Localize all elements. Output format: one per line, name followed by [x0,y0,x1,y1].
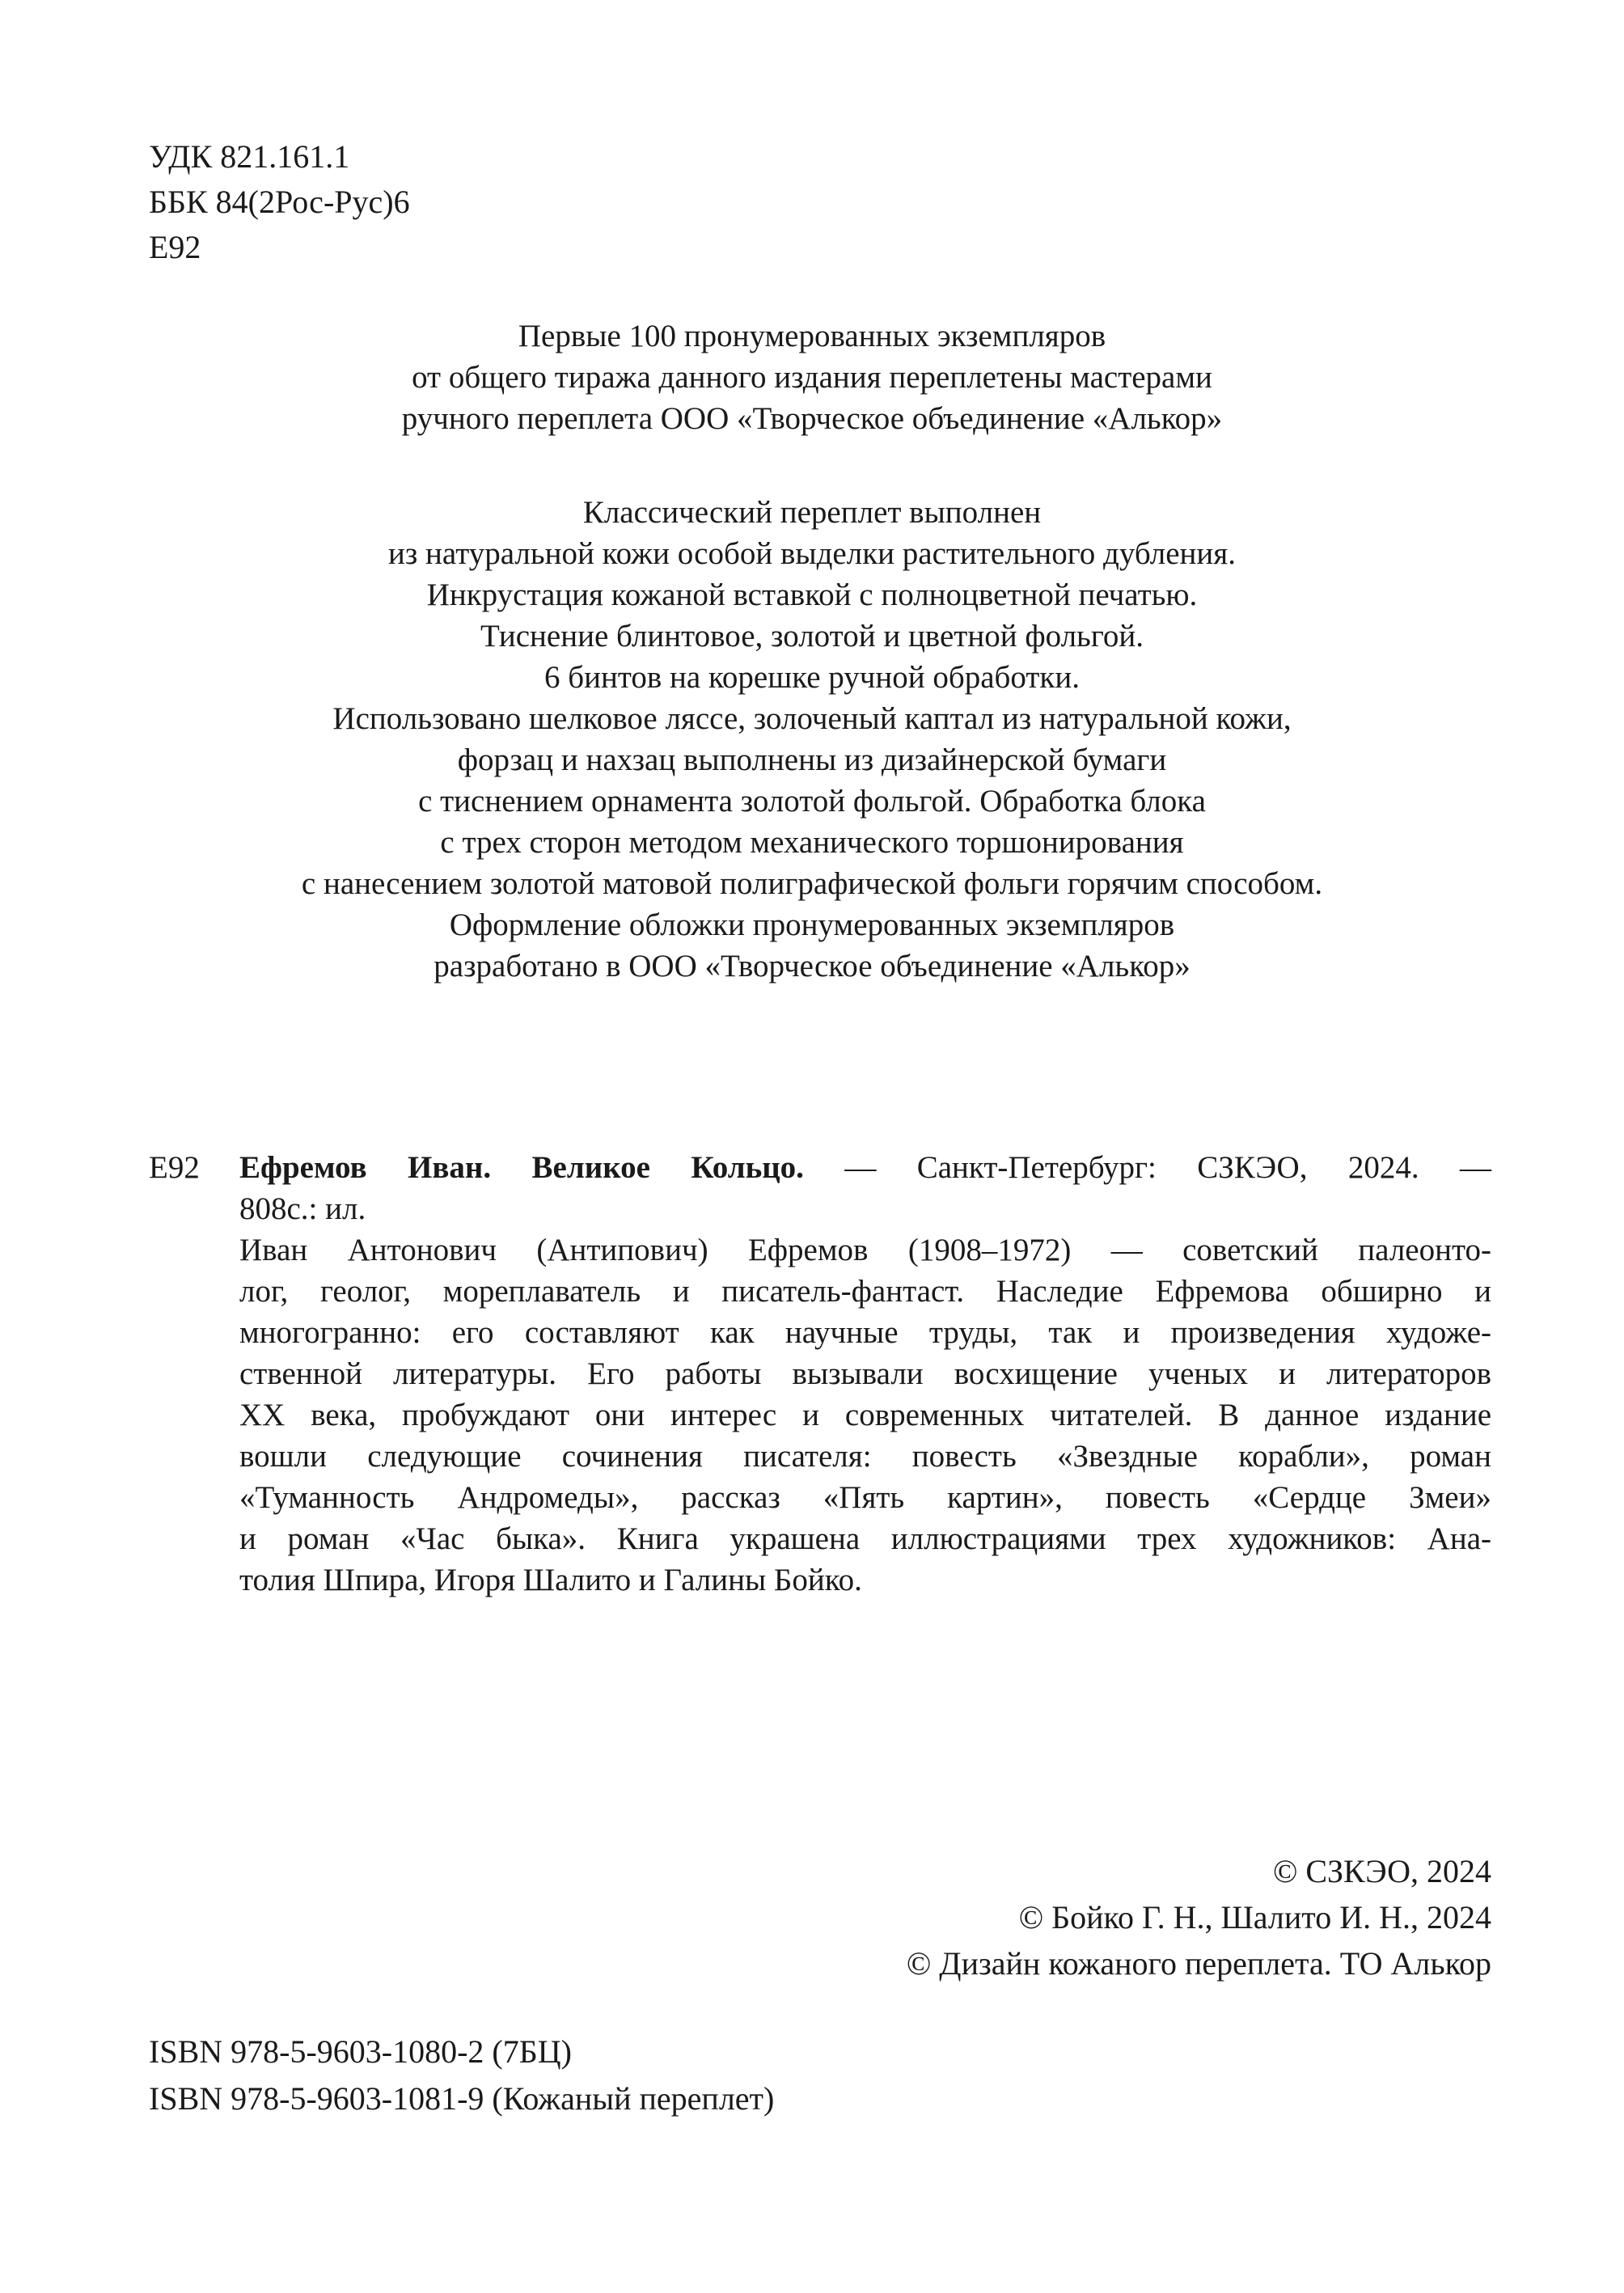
biblio-title-line [239,1147,1491,1188]
binding-line: Оформление обложки пронумерованных экземпляров [449,907,1175,942]
annotation-line: XX века, пробуждают они интерес и современных читателей. В данное издание [239,1398,1491,1432]
copyright-line: © Бойко Г. Н., Шалито И. Н., 2024 [1018,1899,1491,1936]
binding-line: разработано в ООО «Творческое объединение «Алькор» [433,949,1191,984]
biblio-author-mark: Е92 [149,1150,200,1185]
binding-line: с нанесением золотой матовой полиграфической фольги горячим способом. [301,866,1323,901]
binding-line: из натуральной кожи особой выделки растительного дубления. [388,536,1236,571]
binding-line: Классический переплет выполнен [582,495,1042,530]
binding-line: 6 бинтов на корешке ручной обработки. [544,660,1080,695]
isbn-line: ISBN 978-5-9603-1080-2 (7БЦ) [149,2033,572,2070]
annotation-line: толия Шпира, Игоря Шалито и Галины Бойко. [239,1563,862,1597]
notice-line: от общего тиража данного издания переплетены мастерами [412,360,1212,395]
annotation-line: лог, геолог, мореплаватель и писатель-фантаст. Наследие Ефремова обширно и [239,1274,1491,1309]
classification-codes [149,134,410,270]
annotation-line: многогранно: его составляют как научные труды, так и произведения художе- [239,1315,1491,1350]
isbn-block [149,2029,774,2122]
binding-line: Использовано шелковое ляссе, золоченый каптал из натуральной кожи, [332,701,1292,736]
numbered-copies-notice [113,315,1511,439]
binding-line: Тиснение блинтовое, золотой и цветной фольгой. [480,619,1144,654]
annotation-line: «Туманность Андромеды», рассказ «Пять картин», повесть «Сердце Змеи» [239,1480,1491,1515]
binding-line: с тиснением орнамента золотой фольгой. Обработка блока [418,784,1206,819]
annotation-line: и роман «Час быка». Книга украшена иллюстрациями трех художников: Ана- [239,1521,1491,1556]
annotation-line: вошли следующие сочинения писателя: повесть «Звездные корабли», роман [239,1439,1491,1474]
binding-line: Инкрустация кожаной вставкой с полноцветной печатью. [426,577,1198,612]
binding-line: форзац и нахзац выполнены из дизайнерской бумаги [457,742,1167,777]
isbn-line: ISBN 978-5-9603-1081-9 (Кожаный переплет) [149,2080,775,2117]
biblio-imprint: — Санкт-Петербург: СЗКЭО, 2024. — [803,1150,1491,1185]
copyright-line: © СЗКЭО, 2024 [1272,1853,1491,1889]
annotation-line: ственной литературы. Его работы вызывали восхищение ученых и литераторов [239,1356,1491,1391]
notice-line: ручного переплета ООО «Творческое объединение «Алькор» [401,401,1223,436]
annotation-line: Иван Антонович (Антипович) Ефремов (1908–1972) — советский палеонто- [239,1233,1491,1267]
notice-line: Первые 100 пронумерованных экземпляров [518,319,1106,353]
biblio-body [239,1147,1491,1601]
copyright-line: © Дизайн кожаного переплета. ТО Алькор [906,1945,1491,1982]
author-mark: Е92 [149,229,201,265]
biblio-title: Ефремов Иван. Великое Кольцо. [239,1150,804,1185]
udk-code: УДК 821.161.1 [149,138,350,175]
bbk-code: ББК 84(2Рос-Рус)6 [149,184,410,220]
biblio-pages: 808с.: ил. [239,1191,366,1226]
binding-description [113,492,1511,987]
binding-line: с трех сторон методом механического торшонирования [440,825,1184,860]
copyright-block [907,1848,1491,1986]
